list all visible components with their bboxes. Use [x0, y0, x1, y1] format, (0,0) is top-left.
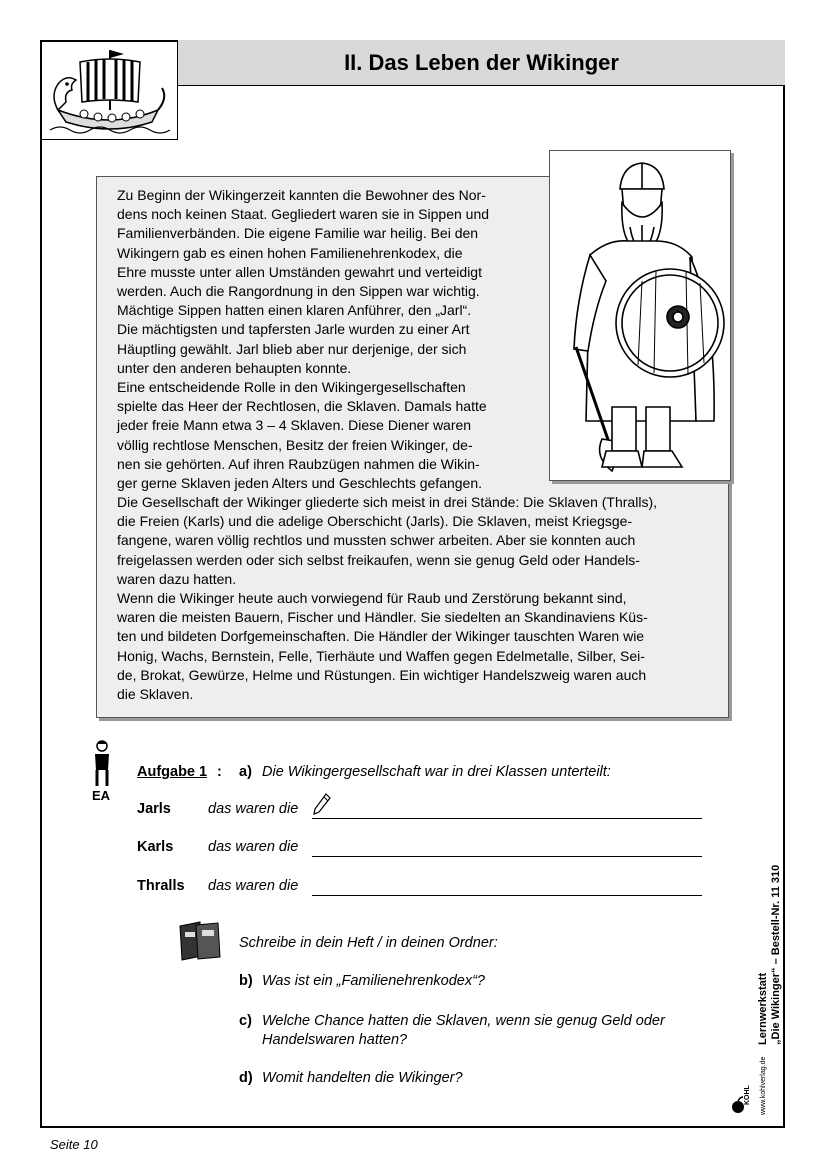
sidebar-order-number: „Die Wikinger“ – Bestell-Nr. 11 310 — [770, 864, 782, 1045]
text-line: Zu Beginn der Wikingerzeit kannten die Bewohner des Nor- — [117, 187, 486, 203]
text-line: unter den anderen behaupten konnte. — [117, 359, 352, 376]
logo-box — [40, 40, 178, 140]
answer-line-jarls[interactable] — [312, 818, 702, 819]
text-line: Familienverbänden. Die eigene Familie war heilig. Bei den — [117, 225, 479, 242]
text-line: Honig, Wachs, Bernstein, Felle, Tierhäute und Waffen gegen Edelmetalle, Silber, Sei- — [117, 647, 645, 664]
text-line: die Sklaven. — [117, 686, 194, 703]
ea-label: EA — [92, 788, 111, 803]
text-line: de, Brokat, Gewürze, Helme und Rüstungen. Ein wichtiger Handelszweig waren auch — [117, 666, 647, 683]
page-number: Seite 10 — [50, 1137, 98, 1152]
task-a-label: a) — [239, 764, 252, 780]
term-karls: Karls — [137, 839, 174, 855]
text-line: ger gerne Sklaven jeden Alters und Geschlechts gefangen. — [117, 475, 483, 492]
text-line: völlig rechtlose Menschen, Besitz der freien Wikinger, de- — [117, 436, 473, 453]
text-line: Wenn die Wikinger heute auch vorwiegend für Raub und Zerstörung bekannt sind, — [117, 590, 627, 607]
pencil-icon — [312, 792, 332, 816]
task-c-text-1: Welche Chance hatten die Sklaven, wenn sie genug Geld oder — [262, 1013, 665, 1029]
task-b-text: Was ist ein „Familienehrenkodex“? — [262, 973, 485, 989]
text-line: Die mächtigsten und tapfersten Jarle wurden zu einer Art — [117, 321, 470, 338]
task-d-text: Womit handelten die Wikinger? — [262, 1070, 463, 1086]
answer-line-karls[interactable] — [312, 856, 702, 857]
text-line: spielte das Heer der Rechtlosen, die Sklaven. Damals hatte — [117, 398, 487, 415]
text-line: waren die meisten Bauern, Fischer und Händler. Sie siedelten an Skandinaviens Küs- — [117, 609, 648, 626]
viking-warrior-icon — [550, 151, 730, 480]
publisher-logo-icon — [730, 1095, 746, 1115]
text-line: jeder freie Mann etwa 3 – 4 Sklaven. Diese Diener waren — [117, 417, 472, 434]
prompt-thralls: das waren die — [208, 878, 299, 894]
text-line: Wikingern gab es einen hohen Familienehrenkodex, die — [117, 244, 463, 261]
prompt-jarls: das waren die — [208, 801, 299, 817]
text-line: Die Gesellschaft der Wikinger gliederte sich meist in drei Stände: Die Sklaven (Thralls), — [117, 494, 657, 510]
task-heading: Aufgabe 1 — [137, 764, 208, 780]
viking-ship-icon — [40, 40, 176, 138]
text-line: werden. Auch die Rangordnung in den Sippen war wichtig. — [117, 283, 480, 300]
text-line: dens noch keinen Staat. Gegliedert waren sie in Sippen und — [117, 206, 490, 223]
publisher-url: www.kohlverlag.de — [760, 1056, 767, 1115]
text-line: die Freien (Karls) und die adelige Oberschicht (Jarls). Die Sklaven, meist Kriegsge- — [117, 513, 633, 530]
text-line: freigelassen werden oder sich selbst freikaufen, wenn sie genug Geld oder Handels- — [117, 551, 640, 568]
task-d-label: d) — [239, 1070, 253, 1086]
task-c-text-2: Handelswaren hatten? — [262, 1032, 408, 1048]
text-line: Häuptling gewählt. Jarl blieb aber nur derjenige, der sich — [117, 340, 467, 357]
notebook-icon — [178, 920, 222, 962]
sidebar-title: Lernwerkstatt — [757, 972, 769, 1045]
prompt-karls: das waren die — [208, 839, 299, 855]
task-heading-colon: : — [217, 764, 222, 780]
term-jarls: Jarls — [137, 801, 171, 817]
task-c-label: c) — [239, 1013, 252, 1029]
text-line: fangene, waren völlig rechtlos und mussten schwer arbeiten. Aber sie konnten auch — [117, 532, 636, 549]
text-line: Eine entscheidende Rolle in den Wikingergesellschaften — [117, 379, 466, 396]
text-line: ten und bildeten Dorfgemeinschaften. Die Händler der Wikinger tauschten Waren wie — [117, 628, 645, 645]
text-line: waren dazu hatten. — [117, 570, 237, 587]
viking-warrior-illustration — [549, 150, 731, 481]
heft-instruction: Schreibe in dein Heft / in deinen Ordner: — [239, 935, 498, 951]
text-line: nen sie gehörten. Auf ihren Raubzügen nahmen die Wikin- — [117, 455, 480, 472]
page-title: II. Das Leben der Wikinger — [178, 40, 785, 86]
task-b-label: b) — [239, 973, 253, 989]
paragraph-intro — [117, 186, 535, 493]
publisher-logo-text: KOHL — [744, 1085, 751, 1105]
text-line: Mächtige Sippen hatten einen klaren Anführer, den „Jarl“. — [117, 302, 472, 319]
student-figure-icon — [92, 740, 112, 788]
answer-line-thralls[interactable] — [312, 895, 702, 896]
task-a-text: Die Wikingergesellschaft war in drei Klassen unterteilt: — [262, 764, 611, 780]
paragraph-society — [117, 493, 714, 704]
term-thralls: Thralls — [137, 878, 185, 894]
text-line: Ehre musste unter allen Umständen gewahrt und verteidigt — [117, 263, 482, 280]
